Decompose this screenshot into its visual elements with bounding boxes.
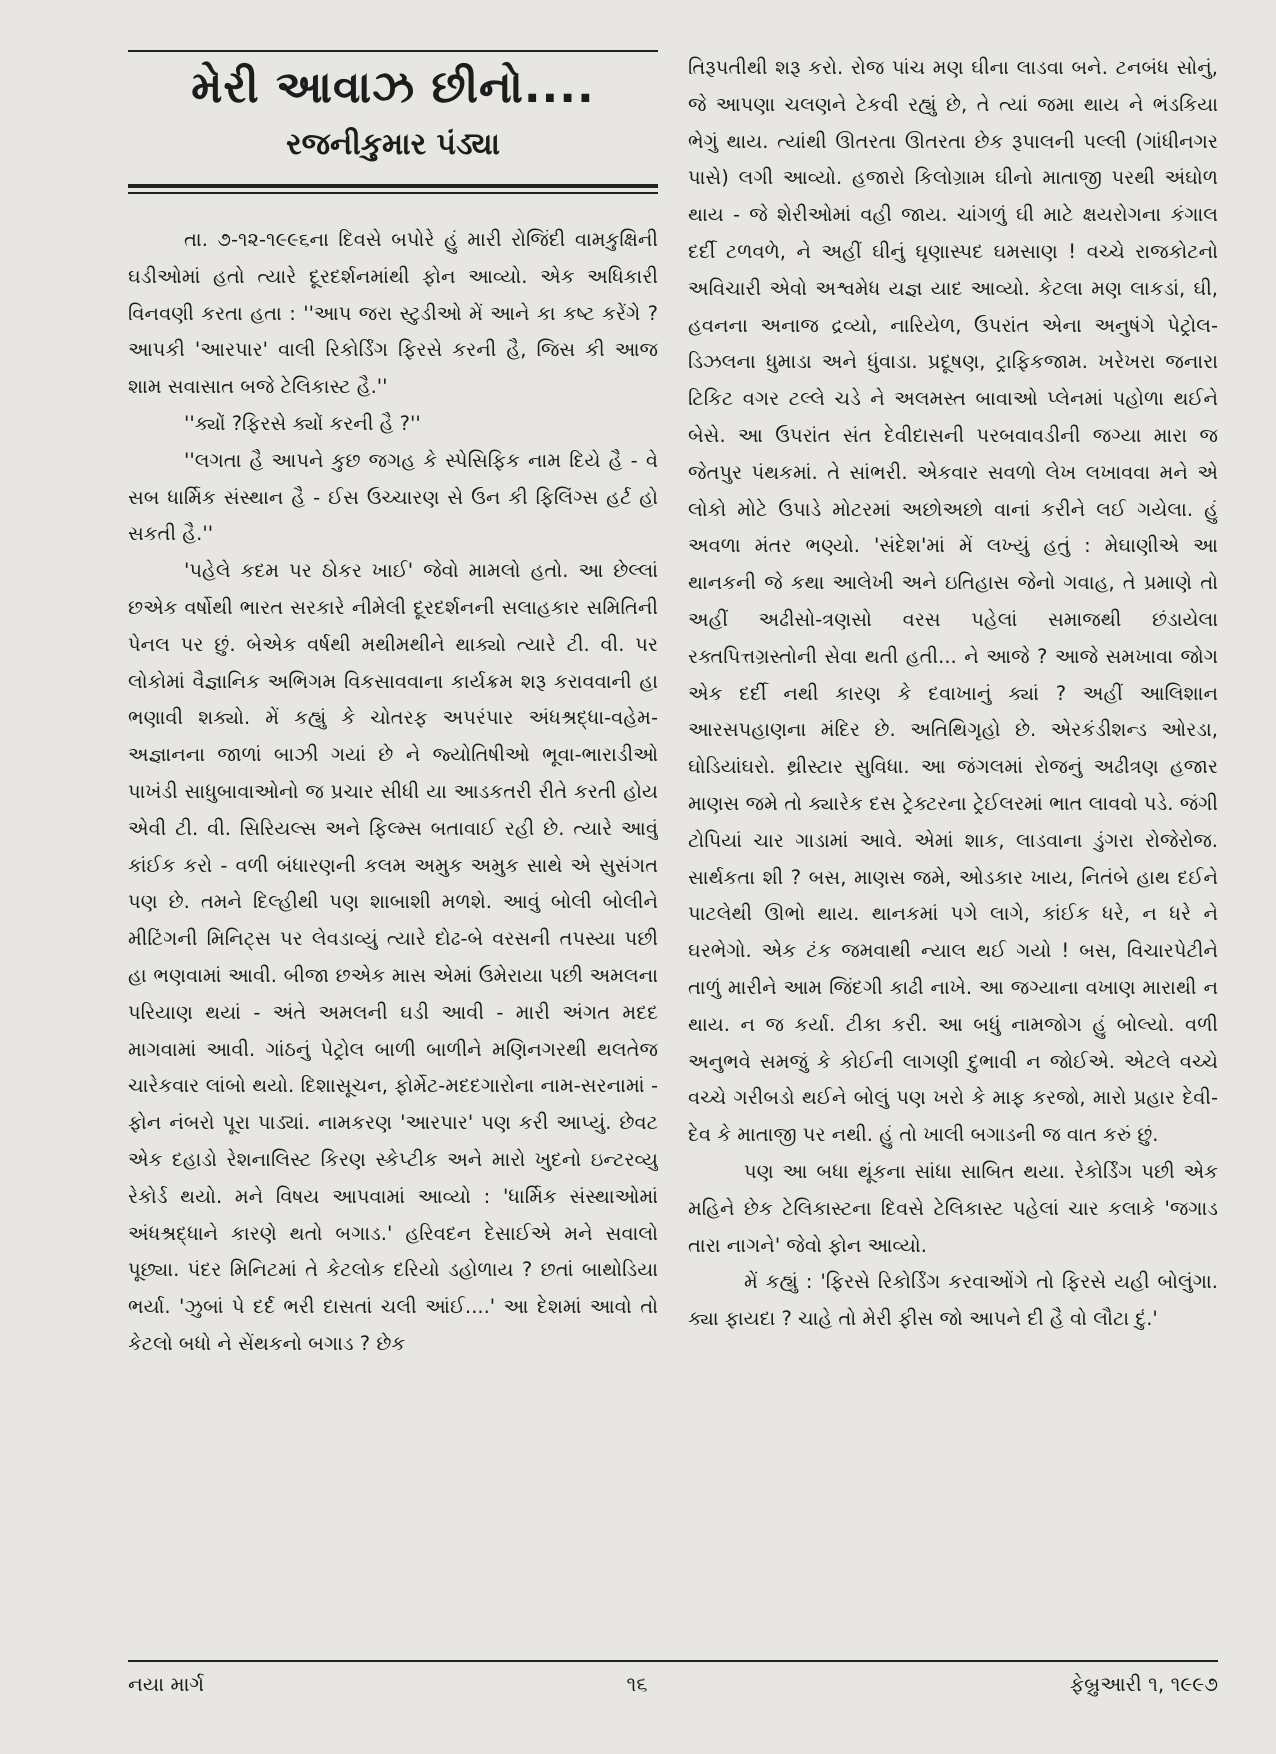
top-rule <box>128 50 658 52</box>
issue-date: ફેબ્રુઆરી ૧, ૧૯૯૭ <box>1069 1672 1218 1696</box>
article-title: મેરી આવાઝ છીનો.... <box>191 62 595 113</box>
paragraph: તિરૂપતીથી શરૂ કરો. રોજ પાંચ મણ ઘીના લાડવા બને. ટનબંધ સોનું, જે આપણા ચલણને ટેકવી રહ્યું છે, તે ત્યાં જમા થાય ને ભંડકિયા ભેગું થાય. ત્યાંથી ઊતરતા ઊતરતા છેક રૂપાલની પલ્લી (ગાંધીનગર પાસે) લગી આવ્યો. હજારો કિલોગ્રામ ઘીનો માતાજી પરથી અંઘોળ થાય - જે શેરીઓમાં વહી જાય. ચાંગળું ઘી માટે ક્ષયરોગના કંગાલ દર્દી ટળવળે, ને અહીં ઘીનું ઘૃણાસ્પદ ઘમસાણ ! વચ્ચે રાજકોટનો અવિચારી એવો અશ્વમેધ યજ્ઞ યાદ આવ્યો. કેટલા મણ લાકડાં, ઘી, હવનના અનાજ દ્રવ્યો, નારિયેળ, ઉપરાંત એના અનુષંગે પેટ્રોલ-ડિઝલના ધુમાડા અને ધુંવાડા. પ્રદૂષણ, ટ્રાફિકજામ. ખરેખરા જનારા ટિકિટ વગર ટલ્લે ચડે ને અલમસ્ત બાવાઓ પ્લેનમાં પહોળા થઈને બેસે. આ ઉપરાંત સંત દેવીદાસની પરબવાવડીની જગ્યા મારા જ જેતપુર પંથકમાં. તે સાંભરી. એકવાર સવળો લેખ લખાવવા મને એ લોકો મોટે ઉપાડે મોટરમાં અછોઅછો વાનાં કરીને લઈ ગયેલા. હું અવળા મંતર ભણ્યો. 'સંદેશ'માં મેં લખ્યું હતું : મેઘાણીએ આ થાનકની જે કથા આલેખી અને ઇતિહાસ જેનો ગવાહ, તે પ્રમાણે તો અહીં અઢીસો-ત્રણસો વરસ પહેલાં સમાજથી છંડાયેલા રક્તપિત્તગ્રસ્તોની સેવા થતી હતી... ને આજે ? આજે સમખાવા જોગ એક દર્દી નથી કારણ કે દવાખાનું ક્યાં ? અહીં આલિશાન આરસપહાણના મંદિર છે. અતિથિગૃહો છે. એરકંડીશન્ડ ઓરડા, ઘોડિયાંઘરો. થ્રીસ્ટાર સુવિધા. આ જંગલમાં રોજનું અઢીત્રણ હજાર માણસ જમે તો ક્યારેક દસ ટ્રેક્ટરના ટ્રેઈલરમાં ભાત લાવવો પડે. જંગી ટોપિયાં ચાર ગાડામાં આવે. એમાં શાક, લાડવાના ડુંગરા રોજેરોજ. સાર્થકતા શી ? બસ, માણસ જમે, ઓડકાર ખાય, નિતંબે હાથ દઈને પાટલેથી ઊભો થાય. થાનકમાં પગે લાગે, કાંઈક ધરે, ન ધરે ને ઘરભેગો. એક ટંક જમવાથી ન્યાલ થઈ ગયો ! બસ, વિચારપેટીને તાળું મારીને આમ જિંદગી કાઢી નાખે. આ જગ્યાના વખાણ મારાથી ન થાય. ન જ કર્યા. ટીકા કરી. આ બધું નામજોગ હું બોલ્યો. વળી અનુભવે સમજું કે કોઈની લાગણી દુભાવી ન જોઈએ. એટલે વચ્ચે વચ્ચે ગરીબડો થઈને બોલું પણ ખરો કે માફ કરજો, મારો પ્રહાર દેવી-દેવ કે માતાજી પર નથી. હું તો ખાલી બગાડની જ વાત કરું છું. <box>688 56 1218 1147</box>
page-number: ૧૬ <box>626 1672 648 1696</box>
right-column <box>688 50 1218 1338</box>
paragraph: પણ આ બધા થૂંકના સાંધા સાબિત થયા. રેકોર્ડિંગ પછી એક મહિને છેક ટેલિકાસ્ટના દિવસે ટેલિકાસ્ટ પહેલાં ચાર કલાકે 'જગાડ તારા નાગને' જેવો ફોન આવ્યો. <box>688 1159 1218 1257</box>
footer-rule <box>128 1660 1218 1662</box>
paragraph: 'પહેલે કદમ પર ઠોકર ખાઈ' જેવો મામલો હતો. આ છેલ્લાં છએક વર્ષોથી ભારત સરકારે નીમેલી દૂરદર્શનની સલાહકાર સમિતિની પેનલ પર છું. બેએક વર્ષથી મથીમથીને થાક્યો ત્યારે ટી. વી. પર લોકોમાં વૈજ્ઞાનિક અભિગમ વિકસાવવાના કાર્યક્રમ શરૂ કરાવવાની હા ભણાવી શક્યો. મેં કહ્યું કે ચોતરફ અપરંપાર અંધશ્રદ્ધા-વહેમ-અજ્ઞાનના જાળાં બાઝી ગયાં છે ને જ્યોતિષીઓ ભૂવા-ભારાડીઓ પાખંડી સાધુબાવાઓનો જ પ્રચાર સીધી યા આડકતરી રીતે કરતી હોય એવી ટી. વી. સિરિયલ્સ અને ફિલ્મ્સ બતાવાઈ રહી છે. ત્યારે આવું કાંઈક કરો - વળી બંધારણની કલમ અમુક અમુક સાથે એ સુસંગત પણ છે. તમને દિલ્હીથી પણ શાબાશી મળશે. આવું બોલી બોલીને મીટિંગની મિનિટ્સ પર લેવડાવ્યું ત્યારે દોઢ-બે વરસની તપસ્યા પછી હા ભણવામાં આવી. બીજા છએક માસ એમાં ઉમેરાયા પછી અમલના પરિયાણ થયાં - અંતે અમલની ઘડી આવી - મારી અંગત મદદ માગવામાં આવી. ગાંઠનું પેટ્રોલ બાળી બાળીને મણિનગરથી થલતેજ ચારેકવાર લાંબો થયો. દિશાસૂચન, ફોર્મેટ-મદદગારોના નામ-સરનામાં - ફોન નંબરો પૂરા પાડ્યાં. નામકરણ 'આરપાર' પણ કરી આપ્યું. છેવટ એક દહાડો રેશનાલિસ્ટ કિરણ સ્કેપ્ટીક અને મારો ખુદનો ઇન્ટરવ્યુ રેકોર્ડ થયો. મને વિષય આપવામાં આવ્યો : 'ધાર્મિક સંસ્થાઓમાં અંધશ્રદ્ધાને કારણે થતો બગાડ.' હરિવદન દેસાઈએ મને સવાલો પૂછ્યા. પંદર મિનિટમાં તે કેટલોક દરિયો ડહોળાય ? છતાં બાથોડિયા ભર્યા. 'ઝુબાં પે દર્દ ભરી દાસતાં ચલી આંઈ....' આ દેશમાં આવો તો કેટલો બધો ને સેંથકનો બગાડ ? છેક <box>128 559 658 1355</box>
paragraph: ''ક્યોં ?ફિરસે ક્યોં કરની હૈ ?'' <box>184 411 421 435</box>
magazine-name: નયા માર્ગ <box>128 1672 205 1696</box>
left-column <box>128 50 658 1363</box>
article-author: રજનીકુમાર પંડ્યા <box>286 127 500 162</box>
paragraph: ''લગતા હૈ આપને કુછ જગહ કે સ્પેસિફિક નામ દિયે હૈ - વે સબ ધાર્મિક સંસ્થાન હૈ - ઈસ ઉચ્ચારણ સે ઉન કી ફિલિંગ્સ હર્ટ હો સકતી હૈ.'' <box>128 448 658 546</box>
paragraph: મેં કહ્યું : 'ફિરસે રિકોર્ડિંગ કરવાઓંગે તો ફિરસે યહી બોલુંગા. ક્યા ફાયદા ? ચાહે તો મેરી ફીસ જો આપને દી હૈ વો લૌટા દું.' <box>688 1270 1218 1331</box>
page-footer <box>128 1660 1218 1696</box>
byline-rules <box>128 184 658 194</box>
paragraph: તા. ૭-૧૨-૧૯૯૬ના દિવસે બપોરે હું મારી રોજિંદી વામકુક્ષિની ઘડીઓમાં હતો ત્યારે દૂરદર્શનમાંથી ફોન આવ્યો. એક અધિકારી વિનવણી કરતા હતા : ''આપ જરા સ્ટુડીઓ મેં આને કા કષ્ટ કરેંગે ? આપકી 'આરપાર' વાલી રિકોર્ડિંગ ફિરસે કરની હૈ, જિસ કી આજ શામ સવાસાત બજે ટેલિકાસ્ટ હૈ.'' <box>128 228 658 399</box>
